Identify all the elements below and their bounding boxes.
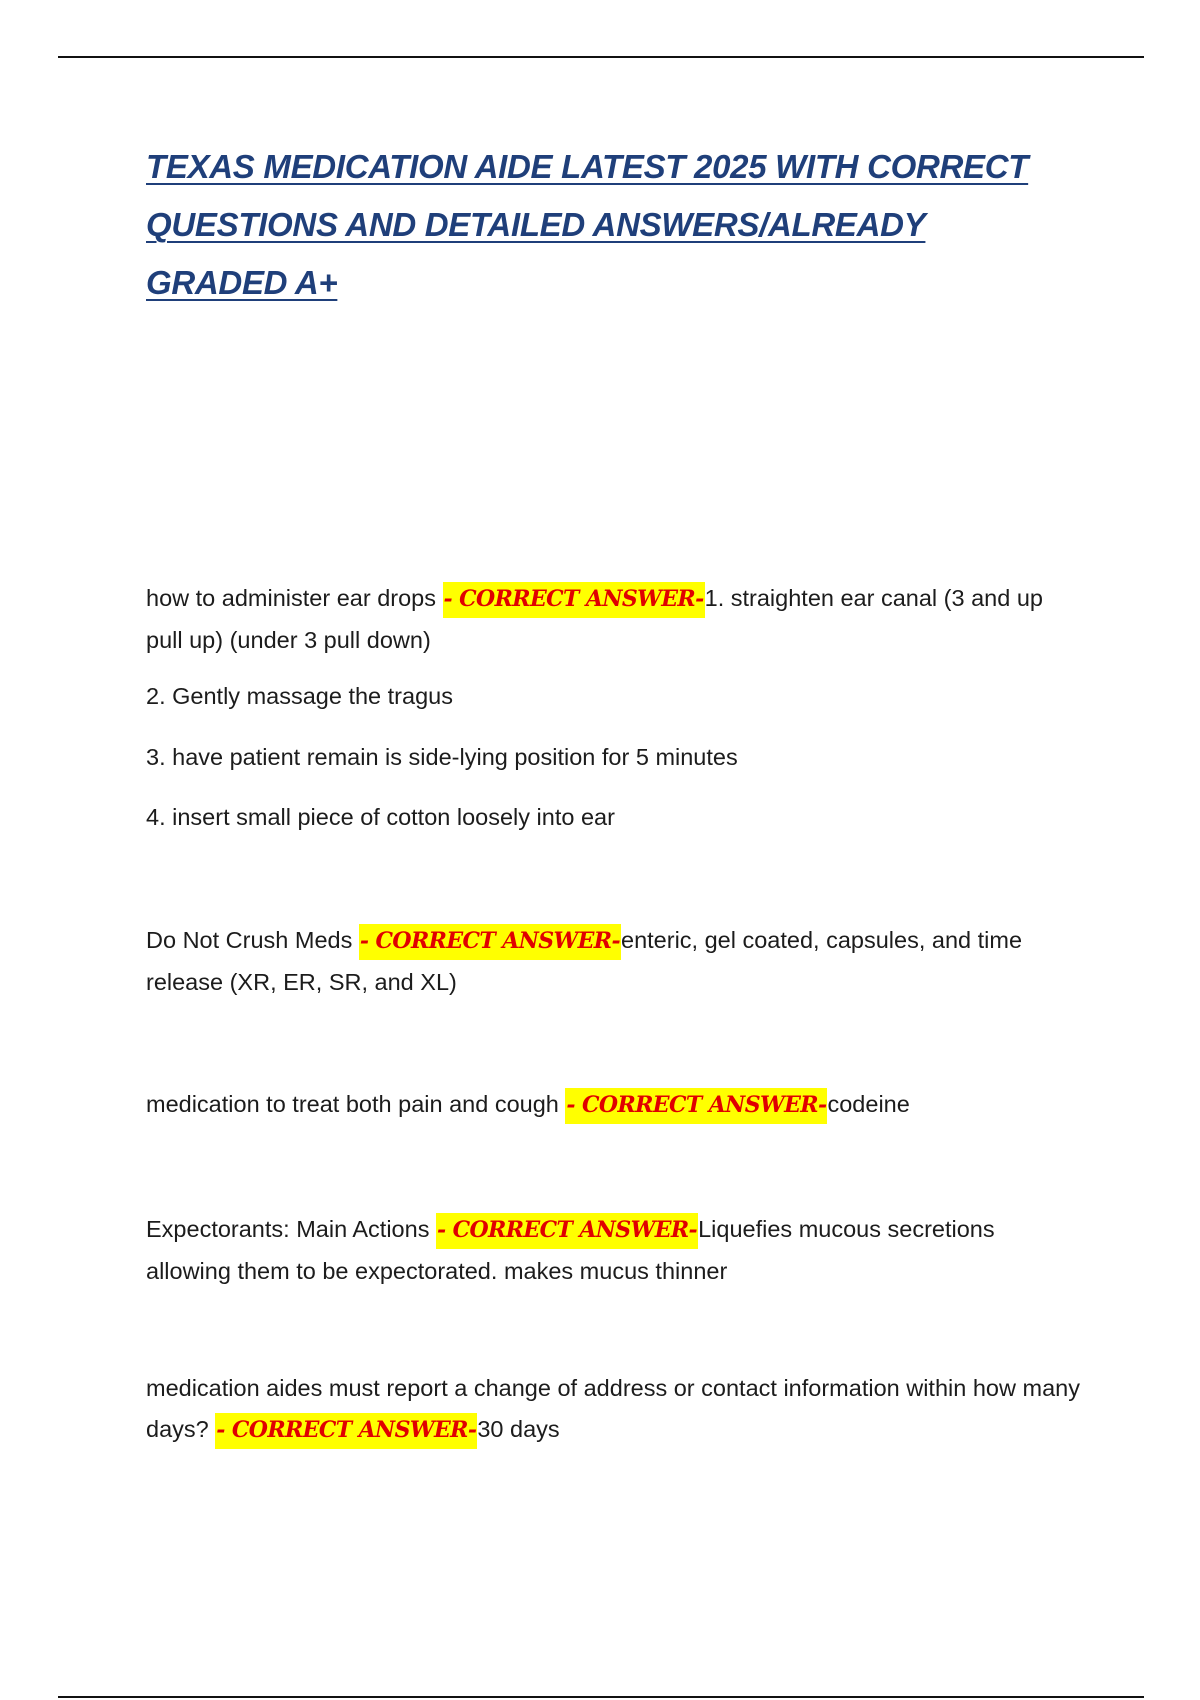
- qa-item-pain-cough: [146, 1084, 1086, 1126]
- qa-item-ear-drops: [146, 578, 1086, 661]
- question-text: medication to treat both pain and cough: [146, 1091, 566, 1117]
- correct-answer-marker: - CORRECT ANSWER-: [359, 924, 621, 960]
- qa-item-do-not-crush: [146, 920, 1086, 1003]
- ear-drop-step-2: 2. Gently massage the tragus: [146, 683, 453, 709]
- correct-answer-marker: - CORRECT ANSWER-: [565, 1088, 827, 1124]
- question-text: how to administer ear drops: [146, 585, 443, 611]
- ear-drop-step-4: 4. insert small piece of cotton loosely into ear: [146, 804, 615, 830]
- answer-text: Liquefies mucous secretions allowing them to be expectorated. makes mucus thinner: [146, 1216, 995, 1284]
- correct-answer-marker: - CORRECT ANSWER-: [436, 1213, 698, 1249]
- question-text: medication aides must report a change of address or contact information within how many days?: [146, 1375, 1080, 1442]
- answer-text: 1. straighten ear canal (3 and up pull up) (under 3 pull down): [146, 585, 1043, 653]
- title-line-1: TEXAS MEDICATION AIDE LATEST 2025 WITH CORRECT: [146, 148, 1029, 185]
- document-title: [146, 138, 1076, 312]
- answer-text: codeine: [827, 1091, 910, 1117]
- qa-item-change-of-address: [146, 1368, 1086, 1451]
- ear-drop-step-3: 3. have patient remain is side-lying position for 5 minutes: [146, 744, 738, 770]
- question-text: Expectorants: Main Actions: [146, 1216, 436, 1242]
- correct-answer-marker: - CORRECT ANSWER-: [215, 1413, 477, 1449]
- title-line-3: GRADED A+: [146, 264, 338, 301]
- top-rule: [58, 56, 1144, 58]
- question-text: Do Not Crush Meds: [146, 927, 359, 953]
- bottom-rule: [58, 1696, 1144, 1698]
- title-line-2: QUESTIONS AND DETAILED ANSWERS/ALREADY: [146, 206, 926, 243]
- correct-answer-marker: - CORRECT ANSWER-: [443, 582, 705, 618]
- qa-item-expectorants: [146, 1209, 1086, 1292]
- answer-text: enteric, gel coated, capsules, and time release (XR, ER, SR, and XL): [146, 927, 1023, 995]
- answer-text: 30 days: [477, 1416, 560, 1442]
